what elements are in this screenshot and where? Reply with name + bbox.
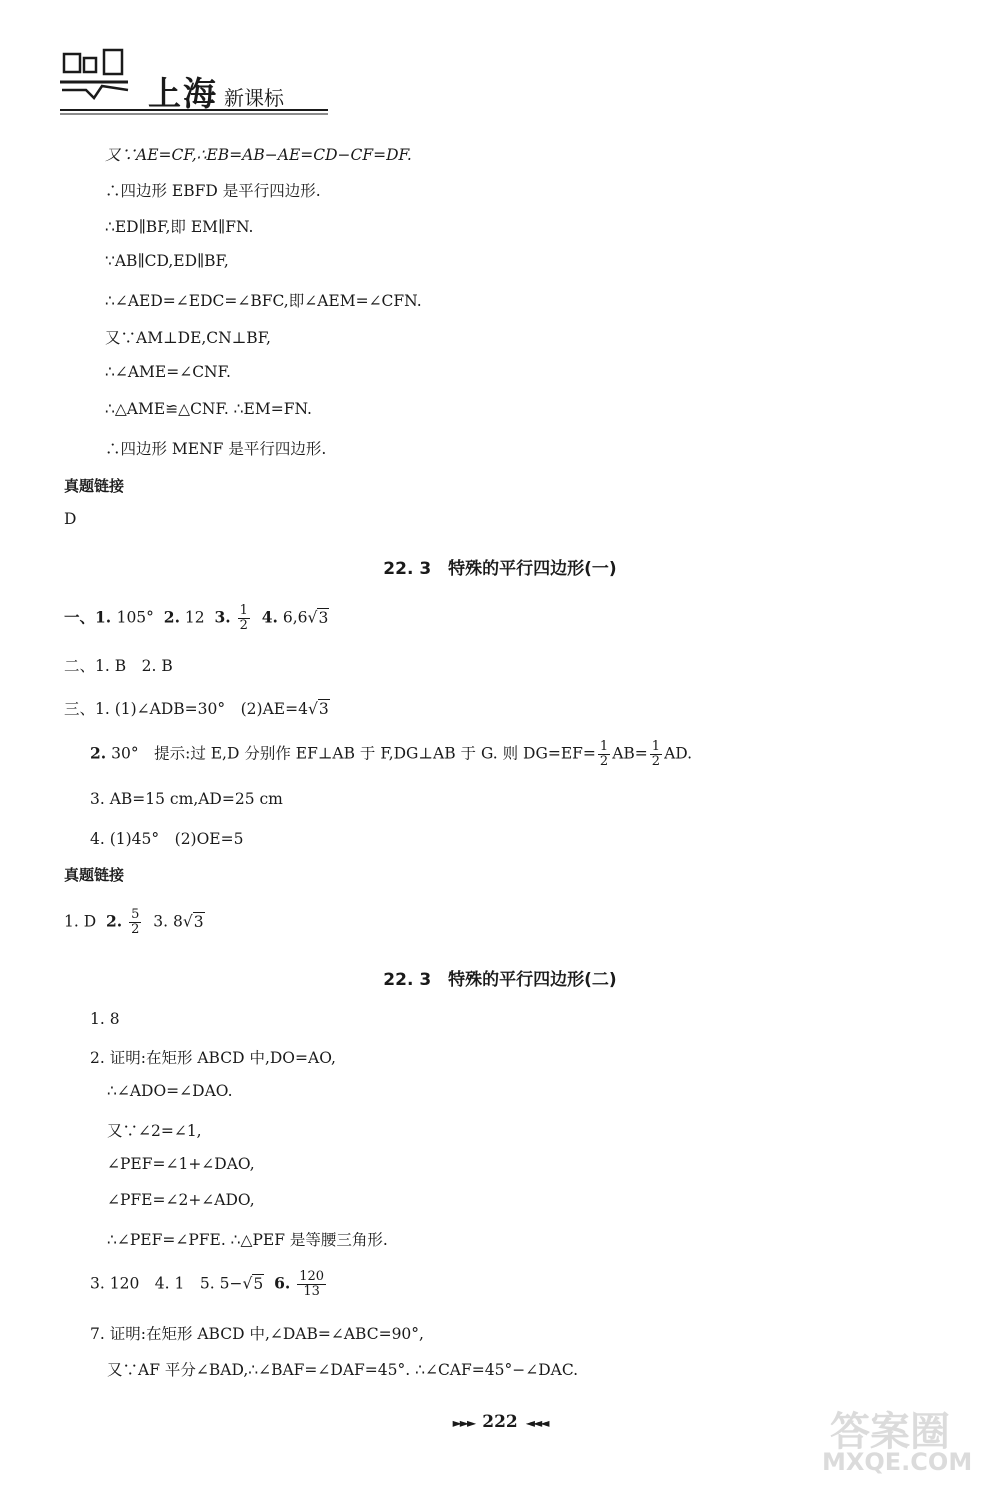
frac-den: 2	[599, 754, 609, 769]
s1-row-4	[90, 740, 692, 769]
s1-row-6: 4. (1)45° (2)OE=5	[90, 830, 244, 848]
frac-num: 1	[651, 739, 661, 754]
frac-den: 13	[303, 1284, 320, 1299]
link2-q2: 2.	[106, 911, 123, 931]
proof-line-4: ∵AB∥CD,ED∥BF,	[105, 252, 229, 270]
s1-r4-frac2	[650, 740, 662, 769]
s1-r1-a2: 12	[184, 608, 205, 627]
s1-r1-a1: 105°	[116, 608, 154, 627]
s2-row-3: 3. 120 4. 1 5. 5−√5 6. $\frac{120}{13}$	[90, 1269, 325, 1299]
watermark-top: 答案圈	[830, 1409, 950, 1455]
proof-line-5: ∴∠AED=∠EDC=∠BFC,即∠AEM=∠CFN.	[105, 292, 422, 310]
link2-a1: 1. D	[64, 912, 97, 931]
s1-r1-q4: 4.	[261, 607, 278, 627]
s1-r1-frac	[238, 604, 250, 633]
proof-line-9: ∴四边形 MENF 是平行四边形.	[105, 440, 327, 458]
frac-den: 2	[651, 754, 661, 769]
s2-line-2: 2. 证明:在矩形 ABCD 中,DO=AO,	[90, 1049, 336, 1067]
s1-row-5: 3. AB=15 cm,AD=25 cm	[90, 790, 283, 808]
s2-line-7: ∴∠PEF=∠PFE. ∴△PEF 是等腰三角形.	[107, 1231, 388, 1249]
link-answer-1: D	[64, 510, 77, 528]
s1-r1-a4: 6,6	[282, 608, 308, 627]
s2-line-8: 7. 证明:在矩形 ABCD 中,∠DAB=∠ABC=90°,	[90, 1325, 424, 1343]
frac-num: 1	[599, 739, 609, 754]
frac-num: 5	[131, 907, 140, 922]
frac-den: 2	[131, 922, 140, 937]
proof-line-2: ∴四边形 EBFD 是平行四边形.	[105, 182, 321, 200]
s1-r4-end: AD.	[664, 744, 693, 763]
proof-line-7: ∴∠AME=∠CNF.	[105, 363, 231, 381]
s1-r1-q2: 2.	[163, 607, 180, 627]
section-title-1: 22. 3 特殊的平行四边形(一)	[383, 559, 617, 579]
s1-r4-text: 30° 提示:过 E,D 分别作 EF⊥AB 于 F,DG⊥AB 于 G. 则 DG=EF=	[111, 744, 596, 763]
proof-line-8: ∴△AME≌△CNF. ∴EM=FN.	[105, 400, 312, 418]
s1-r4-num: 2.	[90, 743, 107, 763]
s1-r3-text: 三、1. (1)∠ADB=30° (2)AE=4	[64, 700, 308, 718]
s1-row-1: 一、1. 105° 2. 12 3. $\frac{1}{2}$ 4. 6,6√3	[64, 603, 329, 633]
link2-frac	[129, 908, 141, 937]
s1-r3-rad: 3	[318, 700, 329, 718]
proof-line-1: 又∵AE=CF,∴EB=AB−AE=CD−CF=DF.	[105, 146, 412, 164]
brand-main: 上海	[148, 74, 218, 113]
s2-line-1: 1. 8	[90, 1010, 120, 1028]
s2-line-3: ∴∠ADO=∠DAO.	[107, 1082, 233, 1100]
s1-row-2: 二、1. B 2. B	[64, 657, 173, 675]
s2-line-4: 又∵∠2=∠1,	[107, 1122, 202, 1140]
s1-r1-q3: 3.	[214, 607, 231, 627]
link-answers-2: 1. D 2. $\frac{5}{2}$ 3. 8√3	[64, 907, 204, 937]
proof-line-6: 又∵AM⊥DE,CN⊥BF,	[105, 329, 271, 347]
s1-r1-a4-rad: 3	[318, 608, 329, 627]
page-header	[58, 40, 338, 120]
s2-r3-text: 3. 120 4. 1 5. 5−	[90, 1274, 243, 1293]
frac-num: 120	[299, 1269, 325, 1284]
frac-den: 2	[239, 618, 248, 633]
link-heading-1: 真题链接	[64, 477, 125, 495]
watermark-bottom: MXQE.COM	[822, 1448, 973, 1476]
s1-r1-prefix: 一、1.	[64, 607, 117, 627]
s1-r4-mid: AB=	[612, 744, 648, 763]
watermark	[820, 1400, 990, 1480]
s2-r3-frac	[297, 1270, 326, 1299]
brand-sub: 新课标	[224, 86, 284, 110]
link-heading-2: 真题链接	[64, 866, 125, 884]
s1-row-3: 三、1. (1)∠ADB=30° (2)AE=4√3	[64, 700, 329, 718]
proof-line-3: ∴ED∥BF,即 EM∥FN.	[105, 218, 254, 236]
link2-a3: 3. 8	[153, 912, 183, 931]
link2-a3-rad: 3	[193, 912, 204, 931]
s2-line-9: 又∵AF 平分∠BAD,∴∠BAF=∠DAF=45°. ∴∠CAF=45°−∠DAC.	[107, 1361, 579, 1379]
brand-title	[148, 68, 284, 115]
s2-r3-rad: 5	[253, 1274, 264, 1293]
s1-r4-frac1	[598, 740, 610, 769]
frac-num: 1	[239, 603, 248, 618]
page-number: 222	[482, 1412, 518, 1432]
section-title-2: 22. 3 特殊的平行四边形(二)	[383, 970, 617, 990]
footer-right-arrows: ◄◄◄	[525, 1416, 548, 1430]
s2-r3-q6: 6.	[274, 1273, 291, 1293]
s2-line-5: ∠PEF=∠1+∠DAO,	[107, 1155, 255, 1173]
footer-left-arrows: ►►►	[452, 1416, 475, 1430]
s2-line-6: ∠PFE=∠2+∠ADO,	[107, 1191, 255, 1209]
